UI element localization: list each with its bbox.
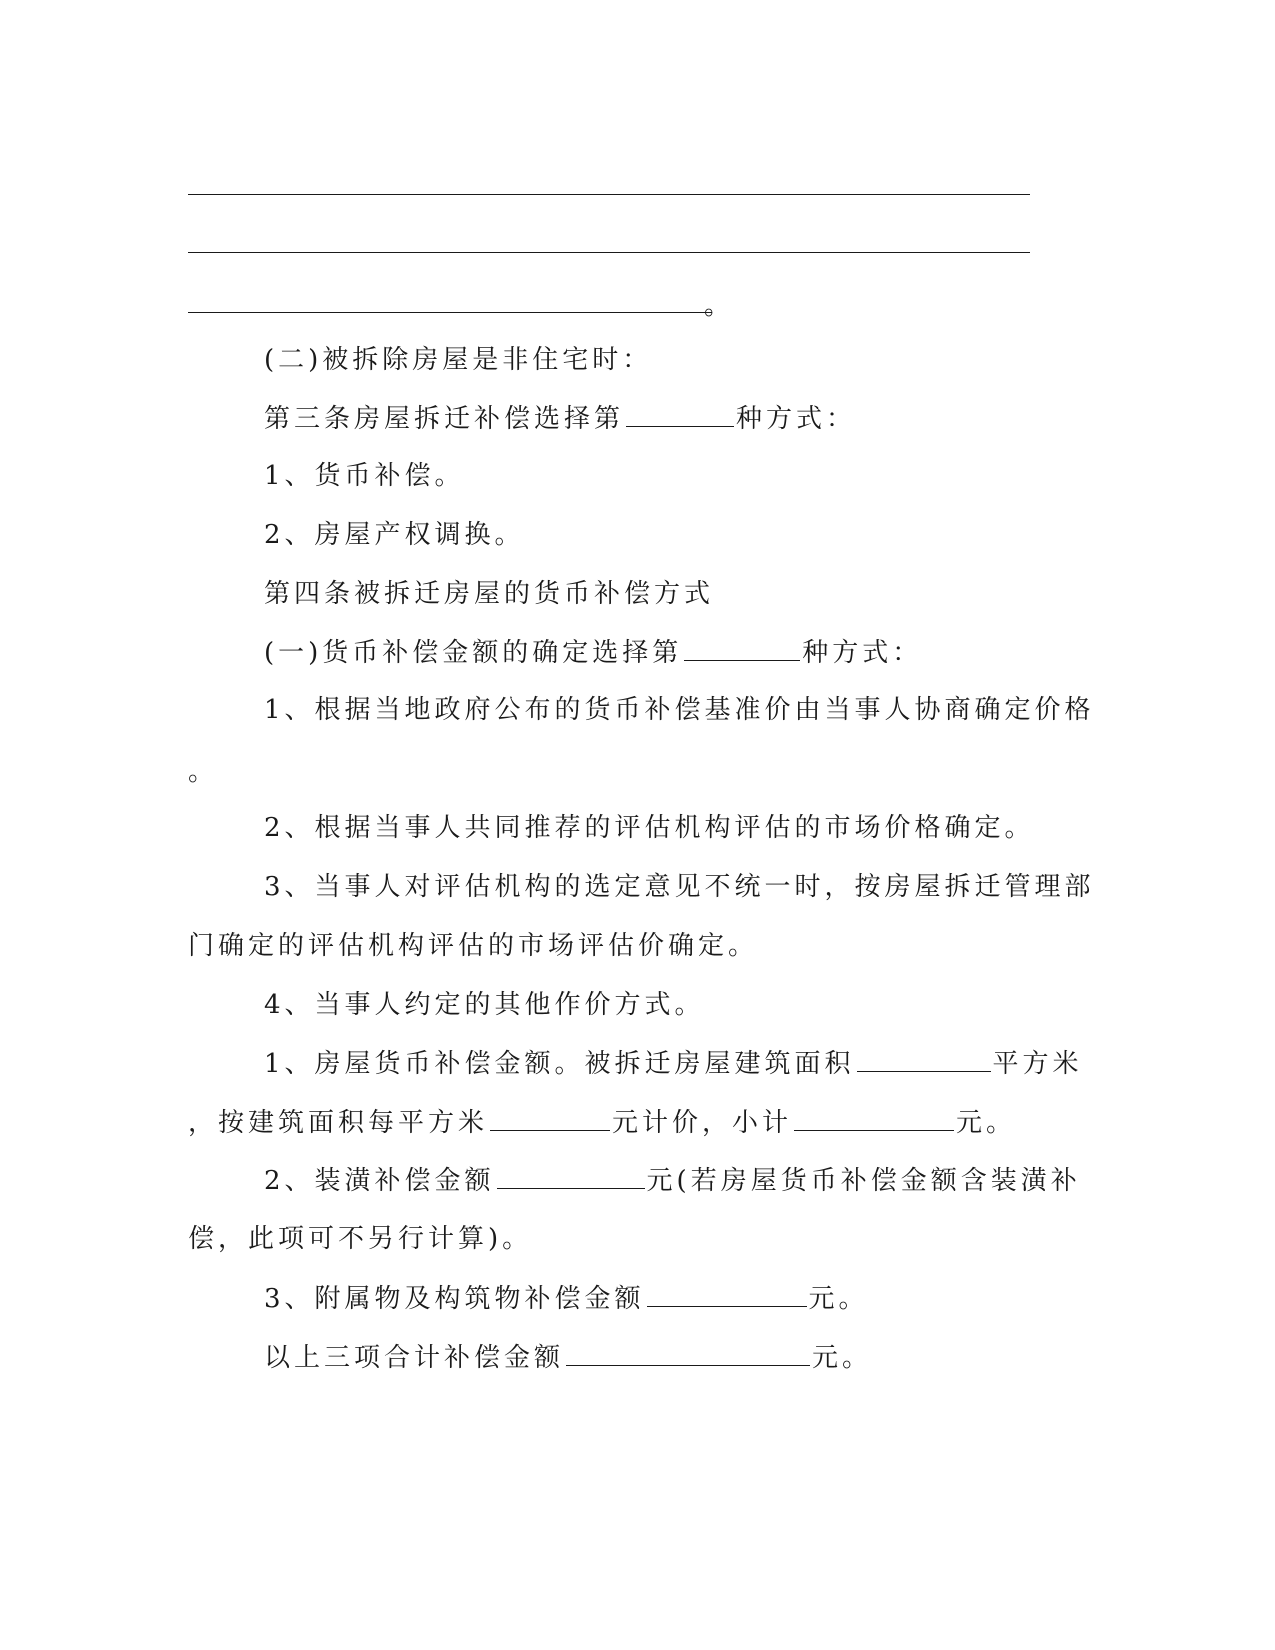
paragraph-text: ，按建筑面积每平方米 — [188, 1108, 489, 1138]
paragraph-text: 第四条被拆迁房屋的货币补偿方式 — [264, 579, 715, 609]
rule-line-end-mark: 。 — [704, 291, 731, 321]
paragraph-text: 2、房屋产权调换。 — [264, 520, 525, 550]
fill-in-blank[interactable] — [490, 1102, 610, 1131]
fill-in-blank[interactable] — [857, 1043, 991, 1072]
paragraph-house-amount-continued — [188, 1102, 1068, 1142]
paragraph-option-1 — [188, 456, 1068, 496]
paragraph-text: 3、附属物及构筑物补偿金额 — [264, 1284, 645, 1314]
paragraph-text: 以上三项合计补偿金额 — [264, 1343, 565, 1373]
paragraph-option-2 — [188, 515, 1068, 555]
paragraph-text: 3、当事人对评估机构的选定意见不统一时，按房屋拆迁管理部 — [264, 872, 1095, 902]
paragraph-non-residential — [188, 340, 1068, 380]
paragraph-text: 2、根据当事人共同推荐的评估机构评估的市场价格确定。 — [264, 813, 1035, 843]
paragraph-decoration-continued — [188, 1219, 1068, 1259]
paragraph-attachments-amount — [188, 1278, 1068, 1318]
paragraph-text: 种方式： — [736, 404, 857, 434]
paragraph-text: 4、当事人约定的其他作价方式。 — [264, 990, 705, 1020]
paragraph-text: 。 — [188, 757, 219, 787]
paragraph-method-4 — [188, 985, 1068, 1025]
paragraph-text: 平方米 — [992, 1049, 1083, 1079]
fill-in-blank[interactable] — [794, 1102, 954, 1131]
paragraph-text: (二)被拆除房屋是非住宅时： — [264, 345, 653, 375]
paragraph-method-3 — [188, 867, 1095, 907]
paragraph-decoration-amount — [188, 1160, 1081, 1200]
paragraph-house-amount — [188, 1043, 1083, 1083]
paragraph-text: (一)货币补偿金额的确定选择第 — [264, 638, 683, 668]
paragraph-text: 元。 — [956, 1108, 1017, 1138]
paragraph-method-1-continued — [188, 752, 1068, 792]
blank-rule-line-2 — [188, 252, 1030, 253]
fill-in-blank[interactable] — [626, 398, 734, 427]
paragraph-total-amount — [188, 1337, 1068, 1377]
paragraph-method-3-continued — [188, 926, 1068, 966]
paragraph-article-4 — [188, 574, 1068, 614]
blank-rule-line-3 — [188, 312, 712, 313]
fill-in-blank[interactable] — [647, 1278, 807, 1307]
paragraph-text: 元。 — [812, 1343, 873, 1373]
paragraph-amount-method — [188, 632, 1068, 672]
paragraph-text: 种方式： — [802, 638, 923, 668]
paragraph-method-2 — [188, 808, 1068, 848]
fill-in-blank[interactable] — [497, 1160, 645, 1189]
paragraph-method-1 — [188, 690, 1095, 730]
paragraph-text: 元(若房屋货币补偿金额含装潢补 — [646, 1166, 1081, 1196]
paragraph-text: 元计价，小计 — [612, 1108, 793, 1138]
paragraph-text: 1、根据当地政府公布的货币补偿基准价由当事人协商确定价格 — [264, 695, 1095, 725]
fill-in-blank[interactable] — [684, 632, 800, 661]
paragraph-text: 第三条房屋拆迁补偿选择第 — [264, 404, 625, 434]
paragraph-text: 2、装潢补偿金额 — [264, 1166, 495, 1196]
paragraph-text: 元。 — [808, 1284, 869, 1314]
paragraph-text: 门确定的评估机构评估的市场评估价确定。 — [188, 931, 759, 961]
paragraph-article-3 — [188, 398, 1068, 438]
blank-rule-line-1 — [188, 194, 1030, 195]
paragraph-text: 1、房屋货币补偿金额。被拆迁房屋建筑面积 — [264, 1049, 855, 1079]
paragraph-text: 偿，此项可不另行计算)。 — [188, 1224, 533, 1254]
paragraph-text: 1、货币补偿。 — [264, 461, 465, 491]
fill-in-blank[interactable] — [566, 1337, 810, 1366]
